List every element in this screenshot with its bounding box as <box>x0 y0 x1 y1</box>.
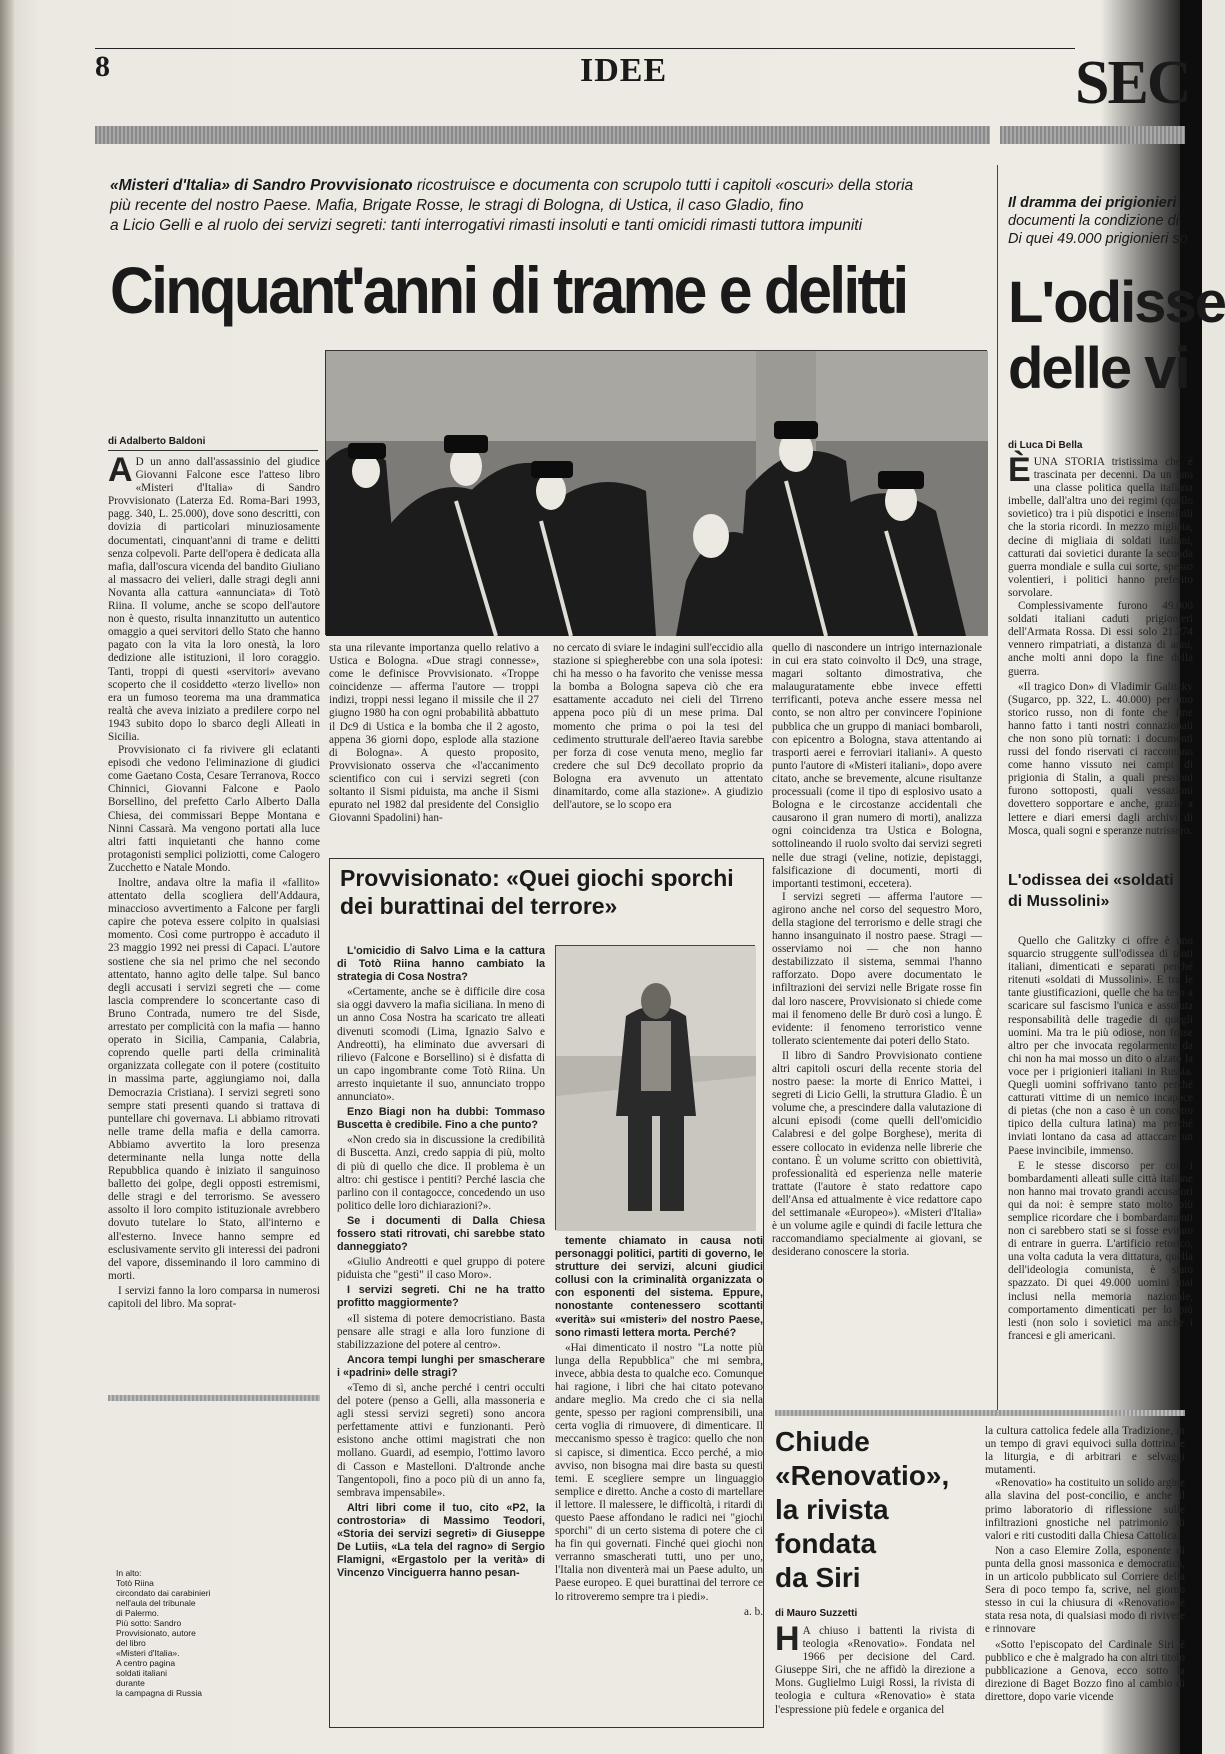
photo-provvisionato <box>555 945 755 1230</box>
summary-rest: ricostruisce e documenta con scrupolo tutti i capitoli «oscuri» della storia <box>412 177 914 194</box>
sidebar-summary-1: Il dramma dei prigionieri <box>1008 195 1177 211</box>
sidebar-headline-1: L'odisse <box>1008 270 1225 335</box>
col1-para-2: Provvisionato ci fa rivivere gli eclatanti episodi che vedono l'eliminazione di giudici come Gaetano Costa, Cesare Terranova, Rocco Chinnici, Giovanni Falcone e Paolo Borsellino, del prefetto Carlo Alberto Dalla Chiesa, dei commissari Beppe Montana e Ninni Cassarà. Ma vengono portati alla luce altri fatti inquietanti che hanno come protagonisti semplici poliziotti, come Calogero Zucchetto e Natale Mondo. <box>108 744 320 874</box>
renovatio-text: A chiuso i battenti la rivista di teologia «Renovatio». Fondata nel 1966 per decisione del Card. Giuseppe Siri, che ne affidò la direzione a Mons. Guglielmo Luigi Rossi, la rivista di teologia e cultura «Renovatio» è stata l'espressione più fedele e organica del <box>775 1625 975 1716</box>
answer: «Hai dimenticato il nostro "La notte più lunga della Repubblica" che mi sembra, invece, abbia desta to qualche eco. Comunque hai ragione, i libri che hai citato potevano andare meglio. Ma credo che ci sia nella gente, spesso per ragioni comprensibili, una certa voglia di rimuovere, di dimenticare. Il meccanismo spesso è tragico: quello che non si capisce, si dimentica. Ecco perché, a mio avviso, non bisogna mai dire basta su questi temi. E scegliere sempre un linguaggio semplice e diretto. Anche a costo di martellare il lettore. Il malessere, le difficoltà, i ritardi di questo Paese affondano le radici nei "giochi sporchi" di un certo sistema di potere che ci ha fin qui governati. Finché quei giochi non verranno smascherati tutti, uno per uno, l'Italia non diventerà mai un Paese adulto, un Paese europeo. E quei burattinai del terrore ce lo ritroveremo sempre tra i piedi». <box>555 1341 763 1603</box>
question-continued: temente chiamato in causa noti personaggi politici, partiti di governo, le strutture dei servizi, alcuni giudici collusi con la criminalità organizzata o con esponenti del sistema. Eppure, nonostante contenessero scottanti «verità» sui «misteri» del nostro Paese, sono rimasti lettera morta. Perché? <box>555 1235 763 1339</box>
summary-line-2: più recente del nostro Paese. Mafia, Brigate Rosse, le stragi di Bologna, di Ustica, il caso Gladio, fino <box>110 197 804 214</box>
caption-line: «Misteri d'Italia». <box>116 1648 180 1658</box>
caption-line: durante <box>116 1678 145 1688</box>
col4-para-2: I servizi segreti — afferma l'autore — agirono anche nel corso del sequestro Moro, della stagione del terrorismo e delle stragi che hanno insanguinato il nostro paese. Stragi — osserviamo noi — che non hanno destabilizzato il sistema, semmai l'hanno rafforzato. Dopo avere documentato le infiltrazioni dei servizi nelle Brigate rosse fin dal loro nascere, Provvisionato si chiede come mai il fenomeno delle Br durò così a lungo. È evidente: il fenomeno terroristico venne tollerato scientemente dai poteri dello Stato. <box>772 890 982 1047</box>
caption-line: di Palermo. <box>116 1608 159 1618</box>
photo-riina-image <box>326 351 988 636</box>
caption-line: nell'aula del tribunale <box>116 1598 196 1608</box>
photo-caption <box>116 1568 256 1698</box>
photo-provvisionato-image <box>556 946 756 1231</box>
question: I servizi segreti. Chi ne ha tratto profitto maggiormente? <box>337 1284 545 1310</box>
col1-para-3: Inoltre, andava oltre la mafia il «fallito» attentato della scogliera dell'Addaura, minaccioso avvertimento a Falcone per fargli capire che poteva essere colpito in qualsiasi momento. Così come purtroppo è accaduto il 23 maggio 1992 nei pressi di Capaci. L'autore sostiene che sia nel primo che nel secondo attentato, hanno agito delle talpe. Sul banco degli accusati i servizi segreti che — come lascia comprendere lo sconcertante caso di Bruno Contrada, numero tre del Sisde, arrestato per complicità con la mafia — hanno operato in Sicilia, Campania, Calabria, coprendo quelle parti della criminalità organizzata collegate con il potere (costituito in massima parte, aggiungiamo noi, dalla Democrazia Cristiana). I servizi segreti sono sempre stati presenti quando si trattava di puntellare chi governava. Li abbiamo ritrovati nelle trame della mafia e della camorra. Abbiamo avvertito la loro presenza determinante nella lunga notte della Repubblica quando è iniziato il sanguinoso balletto dei golpe, degli opposti estremismi, delle stragi e del terrorismo. Se avessero assolto il loro compito istituzionale avrebbero dovuto tutelare lo Stato, all'interno e all'esterno. Invece hanno sempre ed esclusivamente servito gli interessi dei padroni del vapore, disseminando il loro cammino di morti. <box>108 877 320 1282</box>
question: Enzo Biagi non ha dubbi: Tommaso Buscetta è credibile. Fino a che punto? <box>337 1106 545 1132</box>
main-column-1 <box>108 451 320 1391</box>
answer: «Certamente, anche se è difficile dire cosa sia oggi davvero la mafia siciliana. In meno di un anno Cosa Nostra ha scaricato tre alleati divenuti scomodi (Lima, Ignazio Salvo e Andreotti), ha eliminato due avversari di rilievo (Falcone e Borsellino) si è disfatta di un capo ingombrante come Totò Riina. Un arresto inquietante il suo, annunciato troppo annunciato». <box>337 986 545 1104</box>
sidebar-summary-2: documenti la condizione di <box>1008 213 1179 229</box>
sidebar-subhead-2: di Mussolini» <box>1008 893 1110 910</box>
renovatio-title-4: fondata <box>775 1528 877 1559</box>
interview-column-2 <box>555 1235 763 1715</box>
col4-para-3: Il libro di Sandro Provvisionato contiene altri capitoli oscuri della recente storia del nostro paese: la morte di Enrico Mattei, i segreti di Licio Gelli, la struttura Gladio. È un volume che, a prescindere dalla valutazione di alcuni episodi (come quelli dell'omicidio Calabresi e del golpe Borghese), merita di essere collocato in evidenza nelle librerie che contano. È un volume scritto con obiettività, professionalità ed esperienza nelle materie trattate (l'autore è stato redattore capo dell'Ansa ed attualmente è vice redattore capo del settimanale «Europeo»). «Misteri d'Italia» è un volume agile e quindi di facile lettura che raccomandiamo specialmente ai giovani, se desiderano conoscere la storia. <box>772 1049 982 1259</box>
top-band-right <box>1000 126 1185 144</box>
col2-text: sta una rilevante importanza quello relativo a Ustica e Bologna. «Due stragi connesse», come le definisce Provvisionato. «Troppe coincidenze — afferma l'autore — troppi indizi, troppi nessi legano il missile che il 27 giugno 1980 ha con ogni probabilità abbattuto il Dc9 di Ustica e la bomba che il 2 agosto, appena 36 giorni dopo, esplode alla stazione di Bologna». A questo proposito, Provvisionato osserva che «l'accanimento scientifico con cui i servizi segreti (con soltanto il Sismi piduista, ma anche il Sismi epurato nel 1982 dal presidente del Consiglio Giovanni Spadolini) han- <box>329 642 539 825</box>
main-column-2 <box>329 642 539 825</box>
answer: «Il sistema di potere democristiano. Basta pensare alle stragi e alla loro funzione di stabilizzazione del potere al centro». <box>337 1312 545 1351</box>
question: Se i documenti di Dalla Chiesa fossero stati ritrovati, chi sarebbe stato danneggiato? <box>337 1214 545 1254</box>
sidebar-byline: di Luca Di Bella <box>1008 440 1083 451</box>
renovatio-title <box>775 1425 1005 1595</box>
renovatio-title-5: da Siri <box>775 1562 861 1593</box>
sidebar-text-5: E le stesse discorso per coi i bombardamenti alleati sulle città italiane non hanno mai trovato grandi accusatori qui da noi: è sempre stato molto più semplice ricordare che i bombardamenti non ci sarebbero stati se si fosse evitato di entrare in guerra. L'artificio retorico, una volta caduta la vera dittatura, quella dell'ideologia comunista, è stato spazzato. Di quei 49.000 uomini mai inclusi nella memoria nazionale, comportamento dimenticati per lo più lesti (non solo i sovietici ma anche i francesi e gli americani. <box>1008 1159 1193 1342</box>
question: Altri libri come il tuo, cito «P2, la controstoria» di Massimo Teodori, «Storia dei servizi segreti» di Giuseppe De Lutiis, «La tela del ragno» di Sergio Flamigni, «Ergastolo per la verità» di Vincenzo Vinciguerra hanno pesan- <box>337 1501 545 1580</box>
caption-line: Provvisionato, autore <box>116 1628 196 1638</box>
renovatio-title-2: «Renovatio», <box>775 1460 950 1491</box>
main-headline: Cinquant'anni di trame e delitti <box>110 253 907 327</box>
page-number: 8 <box>95 50 110 83</box>
summary-title: «Misteri d'Italia» di Sandro Provvisionato <box>110 177 413 194</box>
interview-column-1 <box>337 945 545 1715</box>
caption-line: Totò Riina <box>116 1578 154 1588</box>
col3-text: no cercato di sviare le indagini sull'eccidio alla stazione si spiegherebbe con una sola ipotesi: chi ha messo o ha favorito che venisse messa la bomba a Bologna sapeva ciò che era esattamente accaduto nei cieli del Tirreno appena poco più di un mese prima. Dal momento che prima o poi la tesi del cedimento strutturale dell'aereo Itavia sarebbe per forza di cose venuta meno, meglio far credere che sul Dc9 decollato proprio da Bologna era avvenuto un attentato dinamitardo, come alla stazione». A giudizio dell'autore, se lo scopo era <box>553 642 763 812</box>
top-band <box>95 126 990 144</box>
binding-shadow <box>0 0 14 1754</box>
masthead-partial: SEC <box>1075 49 1190 117</box>
article-summary <box>110 176 930 236</box>
sidebar-text-3: «Il tragico Don» di Vladimir Galitzky (Sugarco, pp. 322, L. 40.000) per uno storico russo, non di fonte che fine hanno fatto i tanti nostri connazionali che non sono più tornati: i documenti russi del fondo riservati ci raccontano come hanno vissuto nei campi di prigionia di Stalin, a quali pressioni furono sottoposti, quali vessazioni dovettero sopportare e anche, grazie a lettere e diari emersi dagli archivi di Mosca, quali sogni e speranze nutrissero. <box>1008 680 1193 837</box>
sidebar-column-1 <box>1008 451 1193 861</box>
sidebar-text-7: «Renovatio» ha costituito un solido argine alla slavina del post-concilio, e anche il primo laboratorio di riflessione sulle infiltrazioni gnostiche nel patrimonio di valori e riti custoditi dalla Chiesa Cattolica. <box>985 1477 1185 1542</box>
column-divider <box>997 165 998 1410</box>
dropcap-h: H <box>775 1620 800 1658</box>
sidebar-subhead <box>1008 870 1193 912</box>
sidebar-text-4: Quello che Galitzky ci offre è uno squarcio struggente sull'odissea di tanti italiani, dimenticati e separati perché ritenuti «soldati di Mussolini». E tra le tante giustificazioni, quelle che ha teso a scaricare sul fascismo l'unica e assoluta responsabilità delle tragedie di quegli uomini. Ma tra le più odiose, non fosse altro per che invocata regolarmente da chi non ha mai mosso un dito o alzato la voce per i prigionieri italiani in Russia. Quegli uomini soffrivano tanto perché catturati vittime di un nemico incapace di pietas (che non a caso è un concetto tipico della cultura latina) ma perché inviati lontano da casa ad attaccare un Paese invincibile, immenso. <box>1008 935 1193 1157</box>
answer: «Giulio Andreotti e quel gruppo di potere piduista che "gestì" il caso Moro». <box>337 1256 545 1282</box>
sidebar-text-6: la cultura cattolica fedele alla Tradizione, in un tempo di gravi equivoci sulla dottrina e la liturgia, e di arbitrari e selvaggi mutamenti. <box>985 1425 1185 1477</box>
renovatio-column-1 <box>775 1620 975 1740</box>
caption-line: soldati italiani <box>116 1668 168 1678</box>
main-column-4 <box>772 642 982 1387</box>
caption-line: la campagna di Russia <box>116 1688 202 1698</box>
photo-riina-carabinieri <box>325 350 987 635</box>
caption-line: In alto: <box>116 1568 142 1578</box>
caption-line: del libro <box>116 1638 146 1648</box>
col4-text: quello di nascondere un intrigo internazionale in cui era stato coinvolto il Dc9, una strage, magari soltanto dimostrativa, che malauguratamente ebbe invece effetti terrificanti, poteva anche essere messa nel conto, se non altro per convincere l'opinione pubblica che un gruppo di maniaci bombaroli, con epicentro a Bologna, stava attentando ai trasporti aerei e ferroviari italiani». A questo punto l'autore di «Misteri italiani», dopo avere citato, anche se brevemente, alcune risultanze processuali (come il tipo di esplosivo usato a Bologna e le circostanze accidentali che causarono il gran numero di morti), analizza ogni coincidenza tra Ustica e Bologna, sottolineando il ruolo svolto dai servizi segreti nelle due stragi (veline, notizie, depistaggi, falsificazione di documenti, morti di importanti testimoni, eccetera). <box>772 642 982 890</box>
renovatio-title-1: Chiude <box>775 1426 870 1457</box>
summary-line-3: a Licio Gelli e al ruolo dei servizi segreti: tanti interrogativi rimasti insoluti e tanti omicidi rimasti tuttora impuniti <box>110 217 863 234</box>
renovatio-title-3: la rivista <box>775 1494 889 1525</box>
sidebar-summary <box>1008 194 1188 248</box>
sidebar-text-1: UNA STORIA tristissima che è trascinata per decenni. Da un lato una classe politica quella italiana imbelle, dall'altra uno dei regimi (quello sovietico) tra i più dispotici e insensibili che la storia ricordi. In mezzo migliaia, decine di migliaia di soldati italiani, catturati dai sovietici durante la seconda guerra mondiale e sulla cui sorte, spesso volentieri, i politici hanno preferito sorvolare. <box>1008 456 1193 599</box>
dropcap-a: A <box>108 451 133 489</box>
main-byline: di Adalberto Baldoni <box>108 436 206 447</box>
caption-line: Più sotto: Sandro <box>116 1618 182 1628</box>
dropcap-e: È <box>1008 451 1031 489</box>
sidebar-text-2: Complessivamente furono 49.000 soldati italiani caduti prigionieri dell'Armata Rossa. Di essi solo 21.274 vennero rimpatriati, a distanza di anni, anche molti anni dopo la fine della guerra. <box>1008 600 1193 678</box>
sidebar-headline <box>1008 270 1225 402</box>
question: Ancora tempi lunghi per smascherare i «padrini» delle stragi? <box>337 1353 545 1379</box>
renovatio-column-2 <box>985 1425 1185 1740</box>
answer: «Temo di sì, anche perché i centri occulti del potere (penso a Gelli, alla massoneria e agli stessi servizi segreti) sono ancora perfettamente attivi e funzionanti. Però esistono anche ottimi magistrati che non mollano. Guardi, ad esempio, l'ottimo lavoro di Casson e Mastelloni. D'altronde anche Tangentopoli, fino a poco più di un anno fa, sembrava impensabile». <box>337 1382 545 1499</box>
header-rule <box>95 48 1075 49</box>
byline-rule <box>108 450 318 451</box>
sidebar-text-8: Non a caso Elemire Zolla, esponente di punta della gnosi massonica e democratica, in un articolo pubblicato sul Corriere della Sera di poco tempo fa, scrive, nel giorno stesso in cui la chiusura di «Renovatio» è stata resa nota, di qualsiasi modo di rivivere e rinnovare <box>985 1544 1185 1636</box>
sidebar-text-9: «Sotto l'episcopato del Cardinale Siri è pubblico e che è malgrado ha con altri titolo pubblicazione a Genova, ecco sotto la direzione di Baget Bozzo fino al cambio di direttore, dopo varie vicende <box>985 1638 1185 1703</box>
renovatio-top-band <box>775 1410 1185 1416</box>
sidebar-column-2 <box>1008 935 1193 1395</box>
column-footer-band <box>108 1395 320 1401</box>
main-column-3 <box>553 642 763 812</box>
sidebar-headline-2: delle vi <box>1008 336 1189 401</box>
caption-line: circondato dai carabinieri <box>116 1588 211 1598</box>
col1-para-4: I servizi fanno la loro comparsa in numerosi capitoli del libro. Ma soprat- <box>108 1284 320 1310</box>
col1-para-1: D un anno dall'assassinio del giudice Giovanni Falcone esce l'atteso libro «Misteri d'Italia» di Sandro Provvisionato (Laterza Ed. Roma-Bari 1993, pagg. 340, L. 25.000), dove sono descritti, con dovizia di particolari minuziosamente documentati, cinquant'anni di trame e delitti senza colpevoli. Parte dell'opera è dedicata alla mafia, dall'oscura vicenda del bandito Giuliano al massacro dei velieri, dalle stragi degli anni Novanta alla cattura «annunciata» di Totò Riina. Il volume, anche se scopo dell'autore non è questo, risulta innanzitutto un autentico omaggio a quei servitori dello Stato che hanno pagato con la vita la loro onestà, la loro dedizione alle istituzioni, il loro coraggio. Tanti, troppi di questi «servitori» avevano scoperto che il cosiddetto «terzo livello» non era un fumoso teorema ma una drammatica realtà che aveva iniziato a predilere corpo nel 1943 subito dopo lo sbarco degli Alleati in Sicilia. <box>108 456 320 743</box>
interview-signature: a. b. <box>744 1605 763 1618</box>
caption-line: A centro pagina <box>116 1658 176 1668</box>
sidebar-summary-3: Di quei 49.000 prigionieri so <box>1008 231 1188 247</box>
sidebar-subhead-1: L'odissea dei «soldati <box>1008 872 1174 889</box>
renovatio-byline: di Mauro Suzzetti <box>775 1608 858 1619</box>
question: L'omicidio di Salvo Lima e la cattura di Totò Riina hanno cambiato la strategia di Cosa Nostra? <box>337 945 545 984</box>
answer: «Non credo sia in discussione la credibilità di Buscetta. Anzi, credo sappia di più, molto di più di quello che dice. Il problema è un altro: chi gestisce i pentiti? Perché lascia che parlino con il contagocce, concedendo un uso politico delle loro dichiarazioni?». <box>337 1134 545 1212</box>
interview-title: Provvisionato: «Quei giochi sporchi dei burattinai del terrore» <box>340 865 734 919</box>
section-title: IDEE <box>580 52 668 89</box>
